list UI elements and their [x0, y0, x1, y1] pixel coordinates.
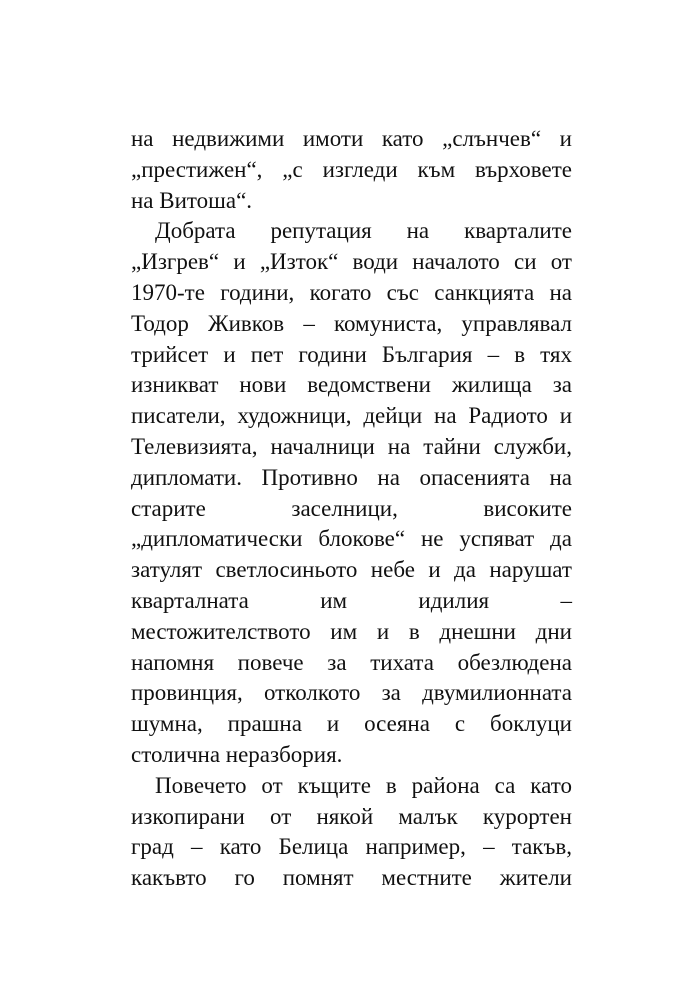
text-line: провинция, отколкото за двумилионната: [131, 680, 572, 706]
text-line: изкопирани от някой малък курортен: [131, 803, 572, 829]
text-line: „Изгрев“ и „Изток“ води началото си от: [131, 249, 572, 275]
text-line: кварталната им идилия –: [131, 587, 572, 613]
text-line: Добрата репутация на кварталите: [155, 218, 572, 244]
text-page: [131, 124, 572, 894]
paragraph: [131, 216, 572, 770]
text-line: старите заселници, високите: [131, 495, 572, 521]
text-line: какъвто го помнят местните жители: [131, 865, 572, 891]
text-line: местожителството им и в днешни дни: [131, 618, 572, 644]
text-line: „престижен“, „с изгледи към върховете: [131, 156, 572, 182]
text-line: „дипломатически блокове“ не успяват да: [131, 526, 572, 552]
paragraph: [131, 124, 572, 216]
text-line: Повечето от къщите в района са като: [155, 772, 572, 798]
text-line: на Витоша“.: [131, 187, 253, 213]
paragraph: [131, 771, 572, 894]
text-line: столична неразбория.: [131, 741, 343, 767]
text-line: изникват нови ведомствени жилища за: [131, 372, 572, 398]
text-line: дипломати. Противно на опасенията на: [131, 464, 572, 490]
text-line: трийсет и пет години България – в тях: [131, 341, 572, 367]
text-line: писатели, художници, дейци на Радиото и: [131, 403, 572, 429]
text-line: на недвижими имоти като „слънчев“ и: [131, 126, 572, 151]
text-line: град – като Белица например, – такъв,: [131, 834, 572, 860]
text-line: Тодор Живков – комуниста, управлявал: [131, 310, 572, 336]
text-line: затулят светлосиньото небе и да нарушат: [131, 557, 572, 583]
text-line: шумна, прашна и осеяна с боклуци: [131, 711, 572, 737]
text-line: Телевизията, началници на тайни служби,: [131, 433, 572, 459]
text-line: напомня повече за тихата обезлюдена: [131, 649, 572, 675]
text-line: 1970-те години, когато със санкцията на: [131, 279, 572, 305]
